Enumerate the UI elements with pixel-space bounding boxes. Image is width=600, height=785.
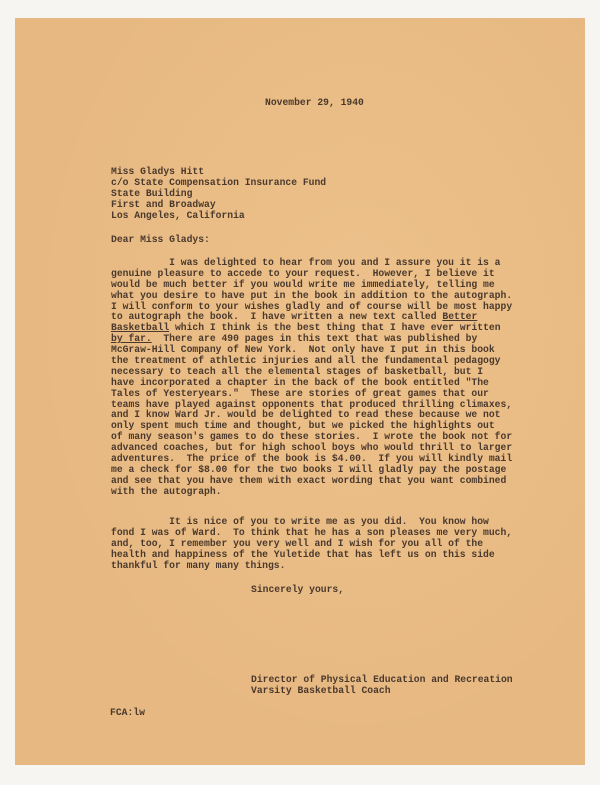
recipient-address — [111, 167, 326, 221]
text-segment: me a check for $8.00 for the two books I will gladly pay the postage — [111, 463, 507, 475]
body-paragraph-2 — [111, 517, 512, 571]
text-segment: only spent much time and thought, but we picked the highlights out — [111, 420, 495, 432]
text-segment: teams have played against opponents that produced thrilling climaxes, — [111, 398, 513, 410]
text-segment: have incorporated a chapter in the back of the book entitled "The — [111, 376, 489, 388]
text-segment: and, too, I remember you very well and I wish for you all of the — [111, 537, 484, 549]
body-paragraph-1 — [111, 258, 512, 498]
text-segment: and I know Ward Jr. would be delighted to read these because we not — [111, 409, 501, 421]
address-line: c/o State Compensation Insurance Fund — [111, 176, 327, 188]
salutation: Dear Miss Gladys: — [111, 234, 210, 245]
text-segment: fond I was of Ward. To think that he has a son pleases me very much, — [111, 526, 513, 538]
text-segment: with the autograph. — [111, 485, 222, 497]
text-segment: thankful for many many things. — [111, 559, 286, 571]
text-segment: which I think is the best thing that I have ever written — [169, 322, 501, 334]
text-segment: Tales of Yesteryears." These are stories of great games that our — [111, 387, 489, 399]
signature-titles — [251, 675, 513, 697]
text-line — [111, 561, 512, 572]
text-segment: would be much better if you would write me immediately, telling me — [111, 278, 495, 290]
address-line: State Building — [111, 187, 193, 199]
text-segment: McGraw-Hill Company of New York. Not only have I put in this book — [111, 344, 495, 356]
address-line: First and Broadway — [111, 198, 216, 210]
text-line — [111, 487, 512, 498]
text-segment: what you desire to have put in the book in addition to the autograph. — [111, 289, 513, 301]
closing: Sincerely yours, — [251, 584, 345, 595]
text-segment: adventures. The price of the book is $4.00. If you will kindly mail — [111, 453, 513, 465]
text-segment: advanced coaches, but for high school boys who would thrill to larger — [111, 442, 513, 454]
text-segment: It is nice of you to write me as you did. You know how — [111, 516, 489, 527]
text-segment: There are 490 pages in this text that was published by — [151, 333, 478, 345]
address-line: Los Angeles, California — [111, 209, 245, 221]
signature-title: Varsity Basketball Coach — [251, 684, 391, 696]
underlined-title: Better — [442, 311, 478, 323]
text-segment: necessary to teach all the elemental stages of basketball, but I — [111, 365, 484, 377]
text-segment: to autograph the book. I have written a new text called — [111, 311, 443, 323]
letter-date: November 29, 1940 — [265, 97, 364, 108]
text-segment: and see that you have them with exact wording that you want combined — [111, 474, 507, 486]
underlined-title: by far. — [111, 333, 152, 345]
signature-title: Director of Physical Education and Recreation — [251, 674, 513, 685]
text-segment: health and happiness of the Yuletide that has left us on this side — [111, 548, 495, 560]
underlined-title: Basketball — [111, 322, 170, 334]
address-line: Miss Gladys Hitt — [111, 166, 205, 177]
text-segment: genuine pleasure to accede to your request. However, I believe it — [111, 267, 495, 279]
text-segment: the treatment of athletic injuries and all the fundamental pedagogy — [111, 355, 501, 367]
text-segment: I will conform to your wishes gladly and of course will be most happy — [111, 300, 513, 312]
typist-initials: FCA:lw — [110, 707, 145, 718]
text-segment: I was delighted to hear from you and I assure you it is a — [111, 257, 501, 268]
text-segment: of many season's games to do these stories. I wrote the book not for — [111, 431, 513, 443]
